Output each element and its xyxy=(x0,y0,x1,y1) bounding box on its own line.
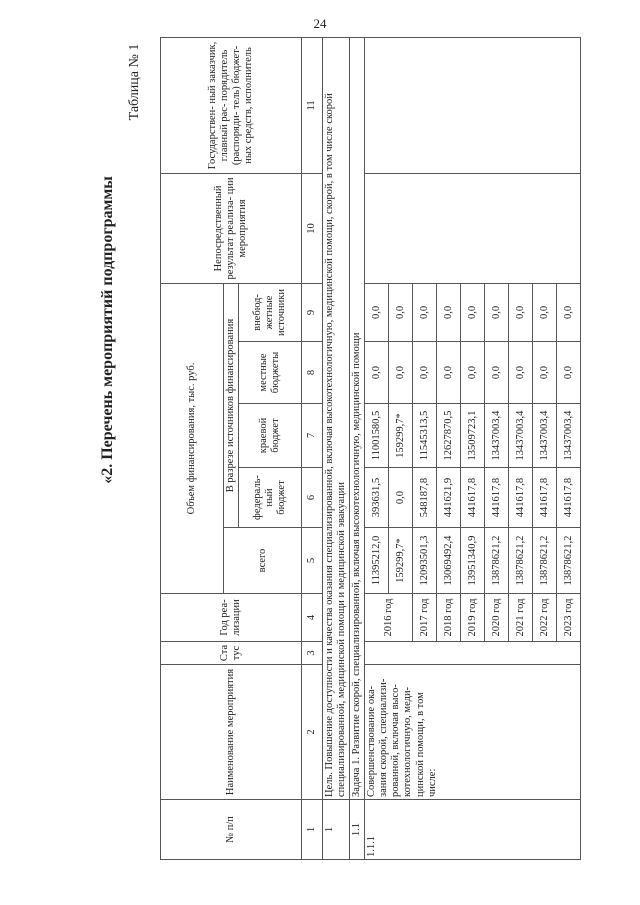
task-text: Задача 1. Развитие скорой, специализированной, включая высокотехнологичную, медицинской помощи xyxy=(350,37,365,799)
row-local: 0,0 xyxy=(437,342,461,404)
row-federal: 441617,8 xyxy=(533,468,557,528)
row-extra: 0,0 xyxy=(413,283,437,341)
row-regional: 13437003,4 xyxy=(533,404,557,468)
row-extra: 0,0 xyxy=(485,283,509,341)
header-activity-name: Наименование мероприятия xyxy=(161,665,302,800)
row-regional: 13437003,4 xyxy=(485,404,509,468)
row-local: 0,0 xyxy=(485,342,509,404)
row-total: 13951340,9 xyxy=(461,528,485,594)
activity-status xyxy=(365,642,581,665)
header-year: Год реа- лизации xyxy=(161,594,302,642)
row-federal: 441621,9 xyxy=(437,468,461,528)
column-number-4: 4 xyxy=(302,594,323,642)
activity-body xyxy=(365,37,581,859)
row-local: 0,0 xyxy=(413,342,437,404)
header-by-source: В разрезе источников финансирования xyxy=(224,283,239,527)
row-extra: 0,0 xyxy=(509,283,533,341)
row-local: 0,0 xyxy=(389,342,413,404)
header-result: Непосредственный результат реализа- ции мероприятия xyxy=(161,173,302,283)
header-customer: Государствен- ный заказчик, главный рас- порядитель (распоряди- тель) бюджет- ных средств, исполнитель xyxy=(161,37,302,173)
goal-text: Цель. Повышение доступности и качества оказания специализированной, включая высокотехнологичную, медицинской помощи, скорой, в том числе скорой специализированной, медицинской помощи и медицинской эвакуации xyxy=(323,37,350,799)
activities-table xyxy=(160,37,581,860)
row-extra: 0,0 xyxy=(557,283,581,341)
page-number: 24 xyxy=(313,16,327,31)
column-number-6: 6 xyxy=(302,468,323,528)
header-total: всего xyxy=(224,528,302,594)
header-regional: краевой бюджет xyxy=(239,404,302,468)
header-extrabudget: внебюд- жетные источники xyxy=(239,283,302,341)
row-year: 2023 год xyxy=(557,594,581,642)
table-row xyxy=(365,37,389,859)
row-total: 13069492,4 xyxy=(437,528,461,594)
row-total: 13878621,2 xyxy=(557,528,581,594)
header-num: № п/п xyxy=(161,800,302,860)
row-total: 159299,7* xyxy=(389,528,413,594)
row-total: 13878621,2 xyxy=(509,528,533,594)
row-extra: 0,0 xyxy=(461,283,485,341)
row-extra: 0,0 xyxy=(365,283,389,341)
goal-row xyxy=(323,37,350,859)
task-num: 1.1 xyxy=(350,800,365,860)
row-total: 13878621,2 xyxy=(485,528,509,594)
row-regional: 12627870,5 xyxy=(437,404,461,468)
header-funding-group: Объем финансирования, тыс. руб. xyxy=(161,283,224,593)
row-total: 13878621,2 xyxy=(533,528,557,594)
row-extra: 0,0 xyxy=(389,283,413,341)
task-row xyxy=(350,37,365,859)
column-number-row xyxy=(302,37,323,859)
row-federal: 0,0 xyxy=(389,468,413,528)
row-regional: 13437003,4 xyxy=(557,404,581,468)
row-year: 2022 год xyxy=(533,594,557,642)
column-number-3: 3 xyxy=(302,642,323,665)
column-number-9: 9 xyxy=(302,283,323,341)
activity-name: Совершенствование ока- зания скорой, специализи- рованной, включая высо- котехнологичную, меди- цинской помощи, в том числе: xyxy=(365,665,581,800)
activity-result xyxy=(365,173,581,283)
column-number-10: 10 xyxy=(302,173,323,283)
column-number-8: 8 xyxy=(302,342,323,404)
row-regional: 13509723,1 xyxy=(461,404,485,468)
row-year: 2021 год xyxy=(509,594,533,642)
row-local: 0,0 xyxy=(557,342,581,404)
activity-num: 1.1.1 xyxy=(365,800,581,860)
header-local: местные бюджеты xyxy=(239,342,302,404)
activity-customer xyxy=(365,37,581,173)
row-federal: 441617,8 xyxy=(485,468,509,528)
goal-num: 1 xyxy=(323,800,350,860)
row-year: 2019 год xyxy=(461,594,485,642)
row-local: 0,0 xyxy=(509,342,533,404)
row-extra: 0,0 xyxy=(437,283,461,341)
row-federal: 441617,8 xyxy=(461,468,485,528)
column-number-2: 2 xyxy=(302,665,323,800)
row-local: 0,0 xyxy=(533,342,557,404)
row-total: 12093501,3 xyxy=(413,528,437,594)
row-regional: 159299,7* xyxy=(389,404,413,468)
row-year: 2017 год xyxy=(413,594,437,642)
row-regional: 13437003,4 xyxy=(509,404,533,468)
row-year: 2016 год xyxy=(365,594,413,642)
header-status: Ста тус xyxy=(161,642,302,665)
column-number-11: 11 xyxy=(302,37,323,173)
row-regional: 11545313,5 xyxy=(413,404,437,468)
row-year: 2018 год xyxy=(437,594,461,642)
column-number-1: 1 xyxy=(302,800,323,860)
row-local: 0,0 xyxy=(365,342,389,404)
rotated-table-container xyxy=(160,38,640,860)
header-federal: федераль- ный бюджет xyxy=(239,468,302,528)
row-year: 2020 год xyxy=(485,594,509,642)
row-local: 0,0 xyxy=(461,342,485,404)
row-extra: 0,0 xyxy=(533,283,557,341)
column-number-7: 7 xyxy=(302,404,323,468)
column-number-5: 5 xyxy=(302,528,323,594)
row-regional: 11001580,5 xyxy=(365,404,389,468)
row-total: 11395212,0 xyxy=(365,528,389,594)
row-federal: 441617,8 xyxy=(509,468,533,528)
row-federal: 393631,5 xyxy=(365,468,389,528)
row-federal: 548187,8 xyxy=(413,468,437,528)
row-federal: 441617,8 xyxy=(557,468,581,528)
